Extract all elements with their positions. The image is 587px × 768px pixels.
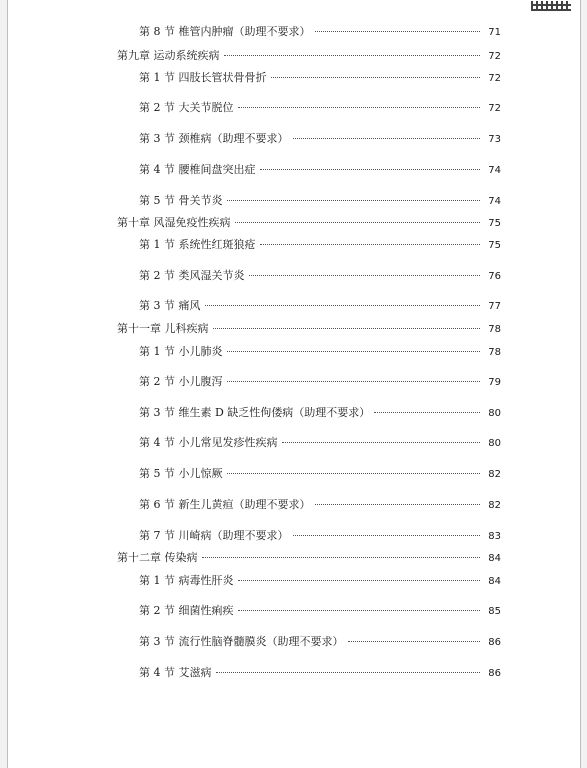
toc-entry-title: 第九章 运动系统疾病 (117, 49, 220, 62)
dot-leader (224, 54, 481, 56)
toc-entry-title: 第 1 节 小儿肺炎 (139, 345, 223, 358)
dot-leader (227, 472, 481, 474)
dot-leader (238, 106, 481, 108)
toc-section-entry[interactable] (8, 70, 501, 86)
toc-page-number: 72 (488, 51, 501, 62)
toc-section-entry[interactable] (8, 298, 501, 314)
toc-section-entry[interactable] (8, 573, 501, 589)
dot-leader (249, 274, 481, 276)
toc-page-number: 86 (488, 637, 501, 648)
toc-entry-title: 第 3 节 痛风 (139, 299, 201, 312)
toc-page-number: 72 (488, 73, 501, 84)
dot-leader (227, 350, 481, 352)
toc-page-number: 78 (488, 347, 501, 358)
toc-page-number: 74 (488, 165, 501, 176)
toc-entry-title: 第 4 节 艾滋病 (139, 666, 212, 679)
dot-leader (260, 168, 481, 170)
toc-page-number: 71 (488, 27, 501, 38)
toc-section-entry[interactable] (8, 405, 501, 421)
toc-section-entry[interactable] (8, 344, 501, 360)
toc-entry-title: 第 3 节 维生素 D 缺乏性佝偻病（助理不要求） (139, 406, 371, 419)
toc-entry-title: 第 2 节 细菌性痢疾 (139, 604, 234, 617)
dot-leader (271, 76, 481, 78)
toc-page-number: 84 (488, 576, 501, 587)
toc-section-entry[interactable] (8, 100, 501, 116)
toc-section-entry[interactable] (8, 466, 501, 482)
toc-entry-title: 第 8 节 椎管内肿瘤（助理不要求） (139, 25, 311, 38)
dot-leader (374, 411, 480, 413)
toc-page-number: 83 (488, 531, 501, 542)
toc-section-entry[interactable] (8, 162, 501, 178)
dot-leader (260, 243, 481, 245)
toc-page-number: 79 (488, 377, 501, 388)
toc-page-number: 75 (488, 240, 501, 251)
dot-leader (227, 380, 481, 382)
toc-entry-title: 第 4 节 小儿常见发疹性疾病 (139, 436, 278, 449)
toc-page-number: 82 (488, 500, 501, 511)
qr-code-icon (531, 1, 571, 11)
toc-entry-title: 第十一章 儿科疾病 (117, 322, 209, 335)
dot-leader (293, 534, 481, 536)
toc-section-entry[interactable] (8, 665, 501, 681)
dot-leader (315, 503, 481, 505)
dot-leader (238, 579, 481, 581)
toc-entry-title: 第 1 节 病毒性肝炎 (139, 574, 234, 587)
toc-entry-title: 第十章 风湿免疫性疾病 (117, 216, 231, 229)
dot-leader (213, 327, 481, 329)
toc-page-number: 82 (488, 469, 501, 480)
toc-entry-title: 第 5 节 骨关节炎 (139, 194, 223, 207)
toc-entry-title: 第 1 节 四肢长管状骨骨折 (139, 71, 267, 84)
document-page (7, 0, 581, 768)
toc-section-entry[interactable] (8, 374, 501, 390)
toc-section-entry[interactable] (8, 268, 501, 284)
toc-page-number: 76 (488, 271, 501, 282)
toc-entry-title: 第 1 节 系统性红斑狼疮 (139, 238, 256, 251)
toc-page-number: 86 (488, 668, 501, 679)
toc-page-number: 80 (488, 408, 501, 419)
toc-entry-title: 第 2 节 大关节脱位 (139, 101, 234, 114)
toc-page-number: 75 (488, 218, 501, 229)
toc-section-entry[interactable] (8, 435, 501, 451)
toc-chapter-entry[interactable] (8, 550, 501, 566)
toc-page-number: 85 (488, 606, 501, 617)
toc-page-number: 73 (488, 134, 501, 145)
toc-page-number: 78 (488, 324, 501, 335)
toc-chapter-entry[interactable] (8, 215, 501, 231)
toc-section-entry[interactable] (8, 131, 501, 147)
dot-leader (348, 640, 481, 642)
toc-page-number: 74 (488, 196, 501, 207)
toc-page-number: 80 (488, 438, 501, 449)
toc-entry-title: 第 4 节 腰椎间盘突出症 (139, 163, 256, 176)
dot-leader (315, 30, 481, 32)
toc-page-number: 72 (488, 103, 501, 114)
dot-leader (293, 137, 481, 139)
toc-section-entry[interactable] (8, 497, 501, 513)
toc-section-entry[interactable] (8, 528, 501, 544)
toc-chapter-entry[interactable] (8, 321, 501, 337)
dot-leader (205, 304, 481, 306)
dot-leader (282, 441, 481, 443)
dot-leader (227, 199, 481, 201)
toc-section-entry[interactable] (8, 24, 501, 40)
dot-leader (202, 556, 481, 558)
toc-page-number: 84 (488, 553, 501, 564)
toc-entry-title: 第十二章 传染病 (117, 551, 198, 564)
toc-entry-title: 第 6 节 新生儿黄疸（助理不要求） (139, 498, 311, 511)
toc-entry-title: 第 3 节 颈椎病（助理不要求） (139, 132, 289, 145)
dot-leader (238, 609, 481, 611)
dot-leader (235, 221, 481, 223)
toc-section-entry[interactable] (8, 193, 501, 209)
toc-entry-title: 第 2 节 小儿腹泻 (139, 375, 223, 388)
toc-section-entry[interactable] (8, 634, 501, 650)
toc-chapter-entry[interactable] (8, 48, 501, 64)
toc-entry-title: 第 7 节 川崎病（助理不要求） (139, 529, 289, 542)
toc-section-entry[interactable] (8, 237, 501, 253)
toc-page-number: 77 (488, 301, 501, 312)
dot-leader (216, 671, 481, 673)
toc-entry-title: 第 5 节 小儿惊厥 (139, 467, 223, 480)
toc-entry-title: 第 2 节 类风湿关节炎 (139, 269, 245, 282)
toc-section-entry[interactable] (8, 603, 501, 619)
toc-entry-title: 第 3 节 流行性脑脊髓膜炎（助理不要求） (139, 635, 344, 648)
